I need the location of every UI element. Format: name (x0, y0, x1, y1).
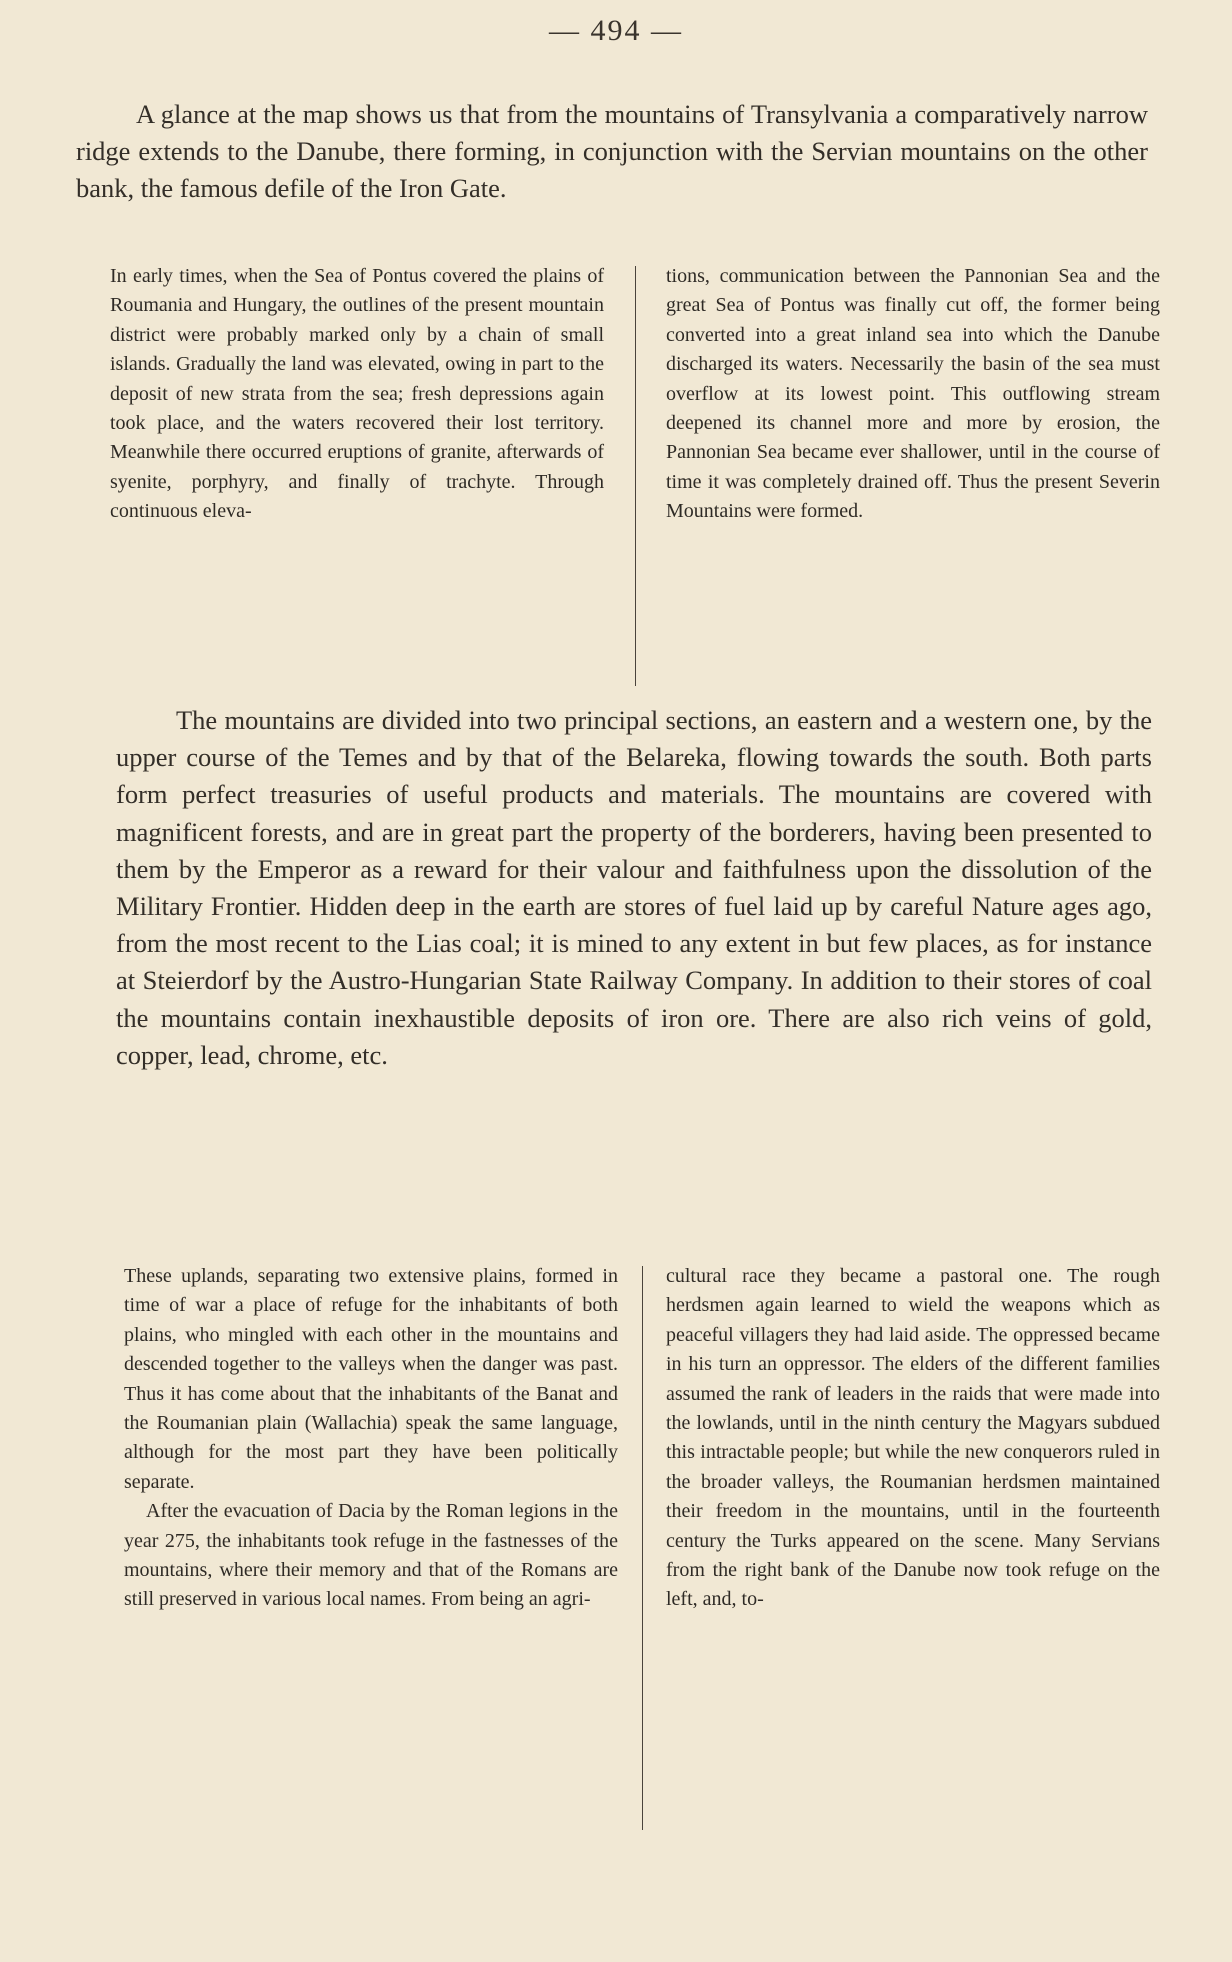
column-top-right: tions, communication between the Pannonian Sea and the great Sea of Pontus was finally cut off, the former being converted into a great inland sea into which the Danube discharged its waters. Necessarily the basin of the sea must overflow at its lowest point. This outflowing stream deepened its channel more and more by erosion, the Pannonian Sea became ever shallower, until in the course of time it was completely drained off. Thus the present Severin Mountains were formed. (666, 265, 1160, 523)
column-bottom-left (124, 1262, 618, 1830)
intro-paragraph: A glance at the map shows us that from the mountains of Transylvania a comparatively narrow ridge extends to the Danube, there forming, in conjunction with the Servian mountains on the other bank, the famous defile of the Iron Gate. (76, 99, 1148, 204)
column-divider-bottom (642, 1266, 643, 1830)
page-number: — 494 — (549, 14, 683, 47)
column-bottom-left-paragraph-2: After the evacuation of Dacia by the Roman legions in the year 275, the inhabitants took refuge in the fastnesses of the mountains, where their memory and that of the Romans are still preserved in various local names. From being an agri- (124, 1500, 618, 1611)
column-divider-top (635, 266, 636, 686)
two-column-section-bottom (124, 1262, 1160, 1830)
middle-paragraph: The mountains are divided into two principal sections, an eastern and a western one, by the upper course of the Temes and by that of the Belareka, flowing towards the south. Both parts form perfect treasuries of useful products and materials. The mountains are covered with magnificent forests, and are in great part the property of the borderers, having been presented to them by the Emperor as a reward for their valour and faithfulness upon the dissolution of the Military Frontier. Hidden deep in the earth are stores of fuel laid up by careful Nature ages ago, from the most recent to the Lias coal; it is mined to any extent in but few places, as for instance at Steierdorf by the Austro-Hungarian State Railway Company. In addition to their stores of coal the mountains contain inexhaustible deposits of iron ore. There are also rich veins of gold, copper, lead, chrome, etc. (116, 705, 1152, 1070)
column-top-left: In early times, when the Sea of Pontus covered the plains of Roumania and Hungary, the outlines of the present mountain district were probably marked only by a chain of small islands. Gradually the land was elevated, owing in part to the deposit of new strata from the sea; fresh depressions again took place, and the waters recovered their lost territory. Meanwhile there occurred eruptions of granite, afterwards of syenite, porphyry, and finally of trachyte. Through continuous eleva- (110, 265, 604, 523)
column-bottom-right: cultural race they became a pastoral one. The rough herdsmen again learned to wield the weapons which as peaceful villagers they had laid aside. The oppressed became in his turn an oppressor. The elders of the different families assumed the rank of leaders in the raids that were made into the lowlands, until in the ninth century the Magyars subdued this intractable people; but while the new conquerors ruled in the broader valleys, the Roumanian herdsmen maintained their freedom in the mountains, until in the fourteenth century the Turks appeared on the scene. Many Servians from the right bank of the Danube now took refuge on the left, and, to- (666, 1265, 1160, 1611)
two-column-section-top (110, 262, 1160, 686)
column-bottom-left-paragraph-1: These uplands, separating two extensive plains, formed in time of war a place of refuge for the inhabitants of both plains, who mingled with each other in the mountains and descended together to the valleys when the danger was past. Thus it has come about that the inhabitants of the Banat and the Roumanian plain (Wallachia) speak the same language, although for the most part they have been politically separate. (124, 1265, 618, 1493)
